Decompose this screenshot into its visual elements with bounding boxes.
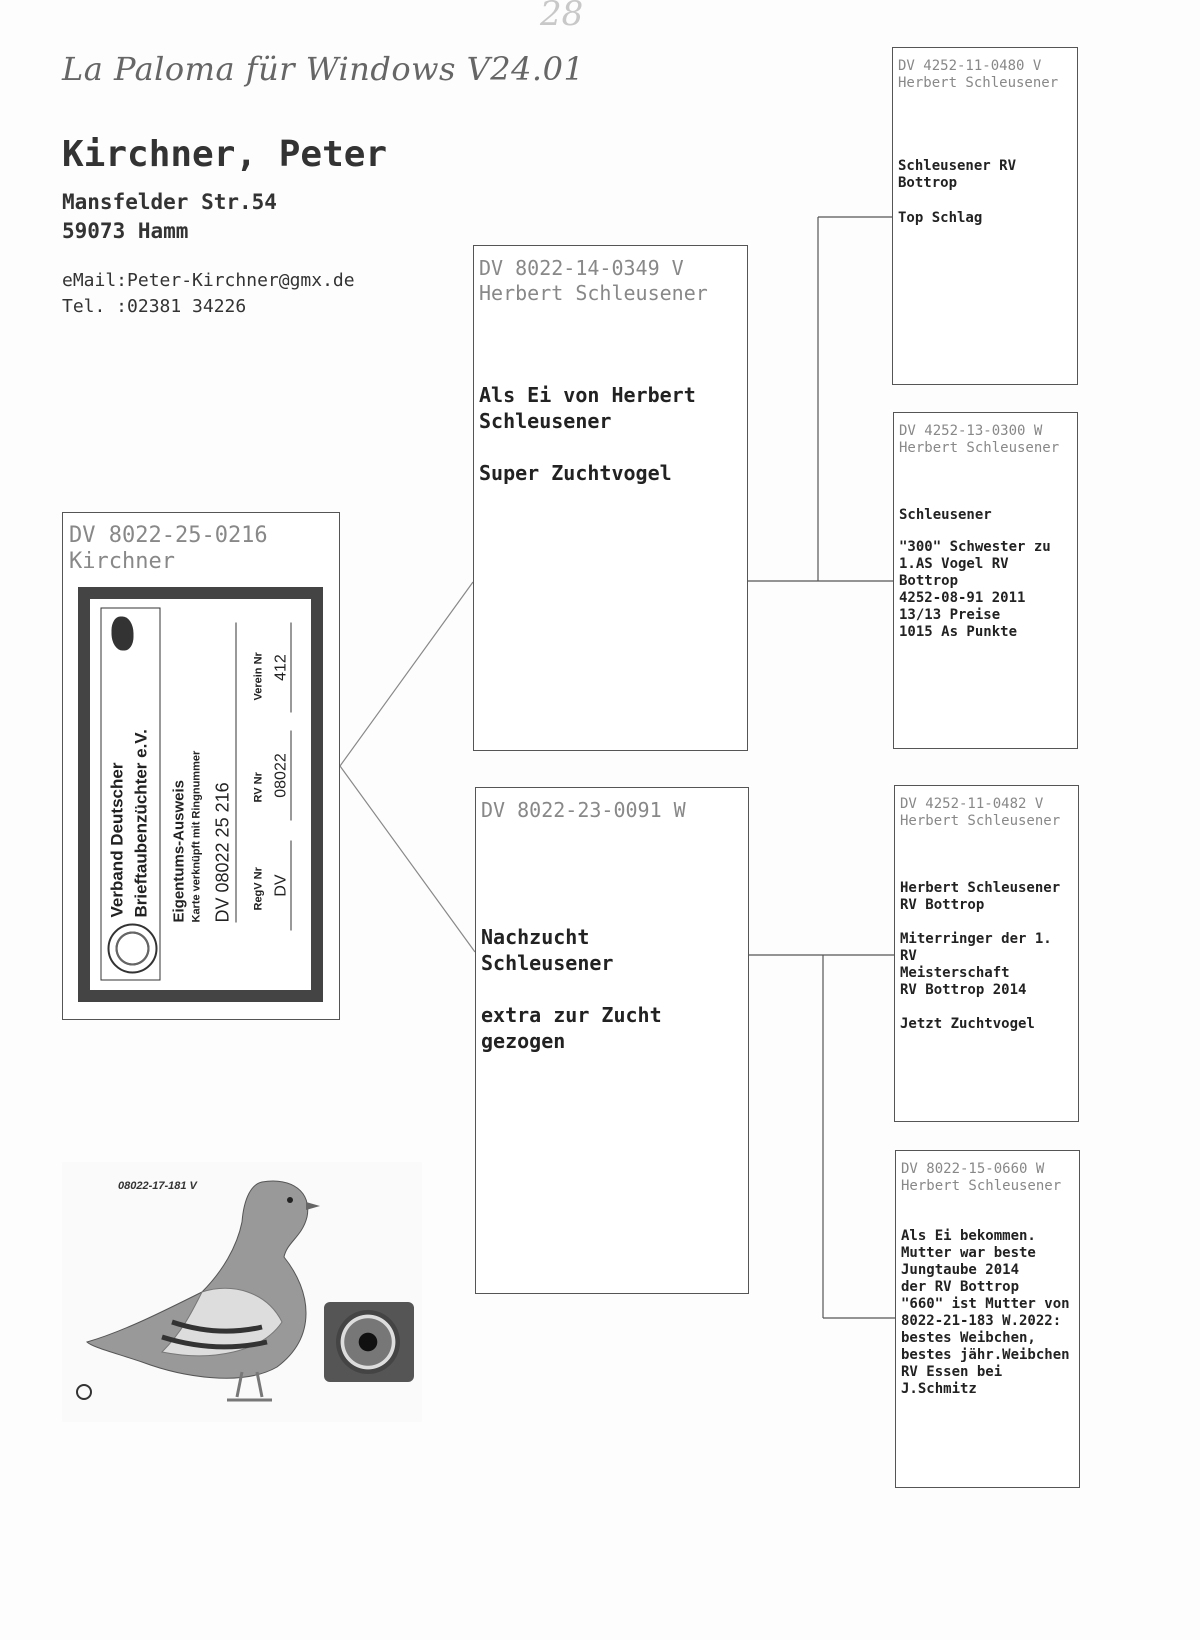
card-val-regv: DV [272, 840, 291, 930]
card-val-verein: 412 [272, 622, 291, 712]
grandparent-box-1 [892, 47, 1078, 385]
card-title: Eigentums-Ausweis [170, 779, 187, 922]
gp2-note-origin: Schleusener [899, 507, 992, 523]
pigeon-emblem-icon [111, 616, 133, 650]
card-col-regv: RegV Nr [252, 866, 264, 910]
gp1-note-origin: Schleusener RV Bottrop [898, 158, 1017, 191]
subject-header: DV 8022-25-0216 Kirchner [69, 523, 268, 574]
connector-subject-mother [340, 766, 475, 952]
gp2-note-description: "300" Schwester zu 1.AS Vogel RV Bottrop 4252-08-91 2011 13/13 Preise 1015 As Punkte [899, 539, 1051, 640]
ownership-card [78, 587, 323, 1002]
father-note-origin: Als Ei von Herbert Schleusener [479, 383, 696, 433]
card-col-verein: Verein Nr [252, 651, 264, 700]
owner-email: eMail:Peter-Kirchner@gmx.de [62, 270, 355, 291]
grandparent-box-3 [894, 785, 1079, 1122]
grandparent-box-2 [893, 412, 1078, 749]
owner-street: Mansfelder Str.54 [62, 190, 277, 214]
owner-name: Kirchner, Peter [62, 134, 388, 175]
gp2-header: DV 4252-13-0300 W Herbert Schleusener [899, 423, 1060, 456]
gp3-header: DV 4252-11-0482 V Herbert Schleusener [900, 796, 1061, 829]
owner-address [62, 188, 277, 246]
owner-city: 59073 Hamm [62, 219, 189, 243]
card-val-rv: 08022 [272, 730, 291, 820]
mother-header: DV 8022-23-0091 W [481, 798, 686, 822]
grandparent-box-4 [895, 1150, 1080, 1488]
owner-contact [62, 268, 355, 320]
association-name: Verband Deutscher Brieftaubenzüchter e.V. [107, 728, 150, 917]
card-ring-number: DV 08022 25 216 [212, 622, 236, 922]
gp3-note-achievement: Miterringer der 1. RV Meisterschaft RV Bottrop 2014 [900, 931, 1052, 998]
handwritten-page-number: 28 [540, 0, 584, 34]
app-title: La Paloma für Windows V24.01 [62, 50, 585, 88]
father-note-description: Super Zuchtvogel [479, 461, 672, 485]
pigeon-illustration [62, 1162, 422, 1422]
owner-phone: Tel. :02381 34226 [62, 296, 247, 317]
subject-pigeon-box [62, 512, 340, 1020]
parent-father-box [473, 245, 748, 751]
card-col-rv: RV Nr [252, 771, 264, 802]
mother-note-origin: Nachzucht Schleusener [481, 925, 614, 975]
association-banner [100, 607, 160, 980]
gp3-note-status: Jetzt Zuchtvogel [900, 1016, 1035, 1032]
parent-mother-box [475, 787, 749, 1294]
mother-note-description: extra zur Zucht gezogen [481, 1003, 662, 1053]
photo-ring-id: 08022-17-181 V [118, 1180, 197, 1192]
card-subtitle: Karte verknüpft mit Ringnummer [190, 750, 202, 922]
gp4-header: DV 8022-15-0660 W Herbert Schleusener [901, 1161, 1062, 1194]
father-header: DV 8022-14-0349 V Herbert Schleusener [479, 256, 708, 305]
connector-subject-father [340, 582, 473, 766]
eye-closeup [324, 1302, 414, 1382]
gp3-note-origin: Herbert Schleusener RV Bottrop [900, 880, 1061, 913]
association-logo-icon [107, 923, 157, 973]
gp4-note-description: Als Ei bekommen. Mutter war beste Jungtaube 2014 der RV Bottrop "660" ist Mutter von 8022-21-183 W.2022: bestes Weibchen, bestes jähr.Weibchen RV Essen bei J.Schmitz [901, 1228, 1070, 1397]
pigeon-photo [62, 1162, 422, 1422]
gp1-header: DV 4252-11-0480 V Herbert Schleusener [898, 58, 1059, 91]
gp1-note-description: Top Schlag [898, 210, 983, 226]
